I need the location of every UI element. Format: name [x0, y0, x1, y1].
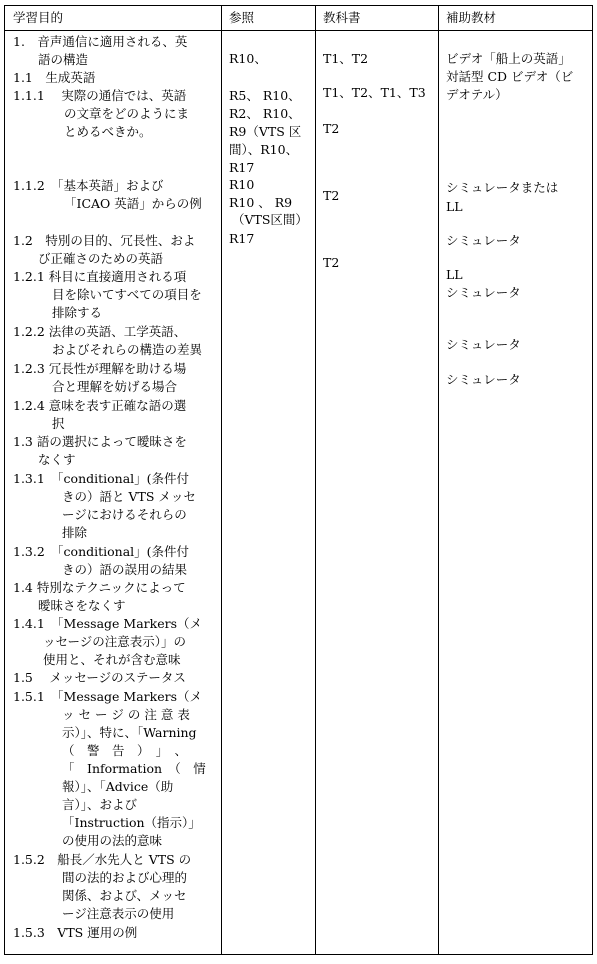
- textbook-line: T2: [323, 188, 340, 203]
- objective-line: ージ注意表示の使用: [62, 906, 175, 921]
- textbook-line: T1、T2、T1、T3: [323, 85, 426, 100]
- objective-line: 使用と、それが含む意味: [43, 652, 181, 667]
- objective-line: 関係、および、メッセ: [62, 888, 187, 903]
- header-learning-objective: 学習目的: [13, 10, 64, 25]
- reference-line: R2、 R10、: [229, 106, 301, 121]
- objective-line: 曖昧さをなくす: [38, 598, 126, 613]
- column-divider-2: [315, 5, 316, 955]
- reference-line: R9（VTS 区: [229, 124, 302, 139]
- reference-line: R10: [229, 177, 255, 192]
- objective-line: 間の法的および心理的: [62, 870, 188, 885]
- reference-line: R17: [229, 160, 255, 175]
- aid-line: シミュレータ: [446, 285, 521, 300]
- objective-line: 1.2.3 冗長性が理解を助ける場: [13, 361, 187, 376]
- table-border-right: [592, 5, 593, 955]
- aid-line: デオテル）: [446, 87, 508, 102]
- aid-line: シミュレータ: [446, 233, 521, 248]
- objective-line: きの）語の誤用の結果: [62, 562, 188, 577]
- aid-line: 対話型 CD ビデオ（ビ: [446, 69, 574, 84]
- objective-line: ッ セ ー ジ の 注 意 表: [62, 707, 190, 722]
- aid-line: LL: [446, 199, 463, 214]
- aid-line: ビデオ「船上の英語」: [446, 51, 571, 66]
- reference-line: R10、: [229, 51, 267, 66]
- aid-line: シミュレータ: [446, 337, 521, 352]
- aid-line: シミュレータまたは: [446, 180, 559, 195]
- reference-line: （VTS区間）: [232, 212, 308, 227]
- objective-line: び正確さのための英語: [38, 251, 164, 266]
- table-border-top: [4, 5, 593, 6]
- textbook-line: T1、T2: [323, 51, 369, 66]
- objective-line: 1.3.1 「conditional」(条件付: [13, 471, 190, 486]
- reference-line: 間）、R10、: [229, 142, 299, 157]
- objective-line: 1. 音声通信に適用される、英: [13, 34, 188, 49]
- objective-line: 1.1.1 実際の通信では、英語: [13, 88, 187, 103]
- objective-line: 「Instruction（指示）」: [62, 815, 201, 830]
- table-header-divider: [4, 30, 593, 31]
- objective-line: 報）」、「Advice（助: [62, 779, 174, 794]
- objective-line: 「 Information （ 情: [62, 761, 206, 776]
- objective-line: 目を除いてすべての項目を: [52, 287, 202, 302]
- objective-line: 1.2 特別の目的、冗長性、およ: [13, 233, 196, 248]
- objective-line: 1.5 メッセージのステータス: [13, 670, 186, 685]
- objective-line: 「ICAO 英語」からの例: [64, 196, 202, 211]
- reference-line: R17: [229, 231, 255, 246]
- objective-line: なくす: [38, 452, 76, 467]
- objective-line: 1.3.2 「conditional」(条件付: [13, 544, 190, 559]
- objective-line: 1.1 生成英語: [13, 70, 96, 85]
- reference-line: R10 、 R9: [229, 195, 293, 210]
- objective-line: （ 警 告 ） 」 、: [62, 743, 188, 758]
- objective-line: およびそれらの構造の差異: [52, 342, 203, 357]
- aid-line: シミュレータ: [446, 372, 521, 387]
- objective-line: 1.4.1 「Message Markers（メ: [13, 616, 202, 631]
- objective-line: 1.2.1 科目に直接適用される項: [13, 269, 187, 284]
- objective-line: ージにおけるそれらの: [62, 507, 187, 522]
- header-teaching-aid: 補助教材: [446, 10, 497, 25]
- objective-line: 択: [52, 416, 65, 431]
- objective-line: きの）語と VTS メッセ: [62, 489, 196, 504]
- objective-line: 1.4 特別なテクニックによって: [13, 580, 186, 595]
- objective-line: 言）」、および: [62, 797, 138, 812]
- objective-line: の文章をどのようにま: [64, 106, 190, 121]
- objective-line: とめるべきか。: [64, 124, 152, 139]
- objective-line: 合と理解を妨げる場合: [52, 379, 178, 394]
- column-divider-3: [438, 5, 439, 955]
- textbook-line: T2: [323, 255, 340, 270]
- header-textbook: 教科書: [323, 10, 361, 25]
- objective-line: 語の構造: [38, 52, 89, 67]
- aid-line: LL: [446, 267, 463, 282]
- objective-line: の使用の法的意味: [62, 833, 163, 848]
- objective-line: 1.5.1 「Message Markers（メ: [13, 689, 202, 704]
- objective-line: 1.5.3 VTS 運用の例: [13, 925, 138, 940]
- objective-line: 1.3 語の選択によって曖昧さを: [13, 434, 187, 449]
- table-border-bottom: [4, 954, 593, 955]
- objective-line: 1.2.2 法律の英語、工学英語、: [13, 324, 187, 339]
- textbook-line: T2: [323, 121, 340, 136]
- objective-line: 1.2.4 意味を表す正確な語の選: [13, 398, 187, 413]
- column-divider-1: [221, 5, 222, 955]
- objective-line: 1.5.2 船長／水先人と VTS の: [13, 852, 192, 867]
- objective-line: 排除する: [52, 305, 103, 320]
- header-reference: 参照: [229, 10, 255, 25]
- objective-line: ッセージの注意表示）」の: [43, 634, 187, 649]
- table-border-left: [4, 5, 5, 955]
- objective-line: 1.1.2 「基本英語」および: [13, 178, 164, 193]
- reference-line: R5、 R10、: [229, 88, 301, 103]
- objective-line: 排除: [62, 525, 88, 540]
- objective-line: 示）」、特に、「Warning: [62, 725, 197, 740]
